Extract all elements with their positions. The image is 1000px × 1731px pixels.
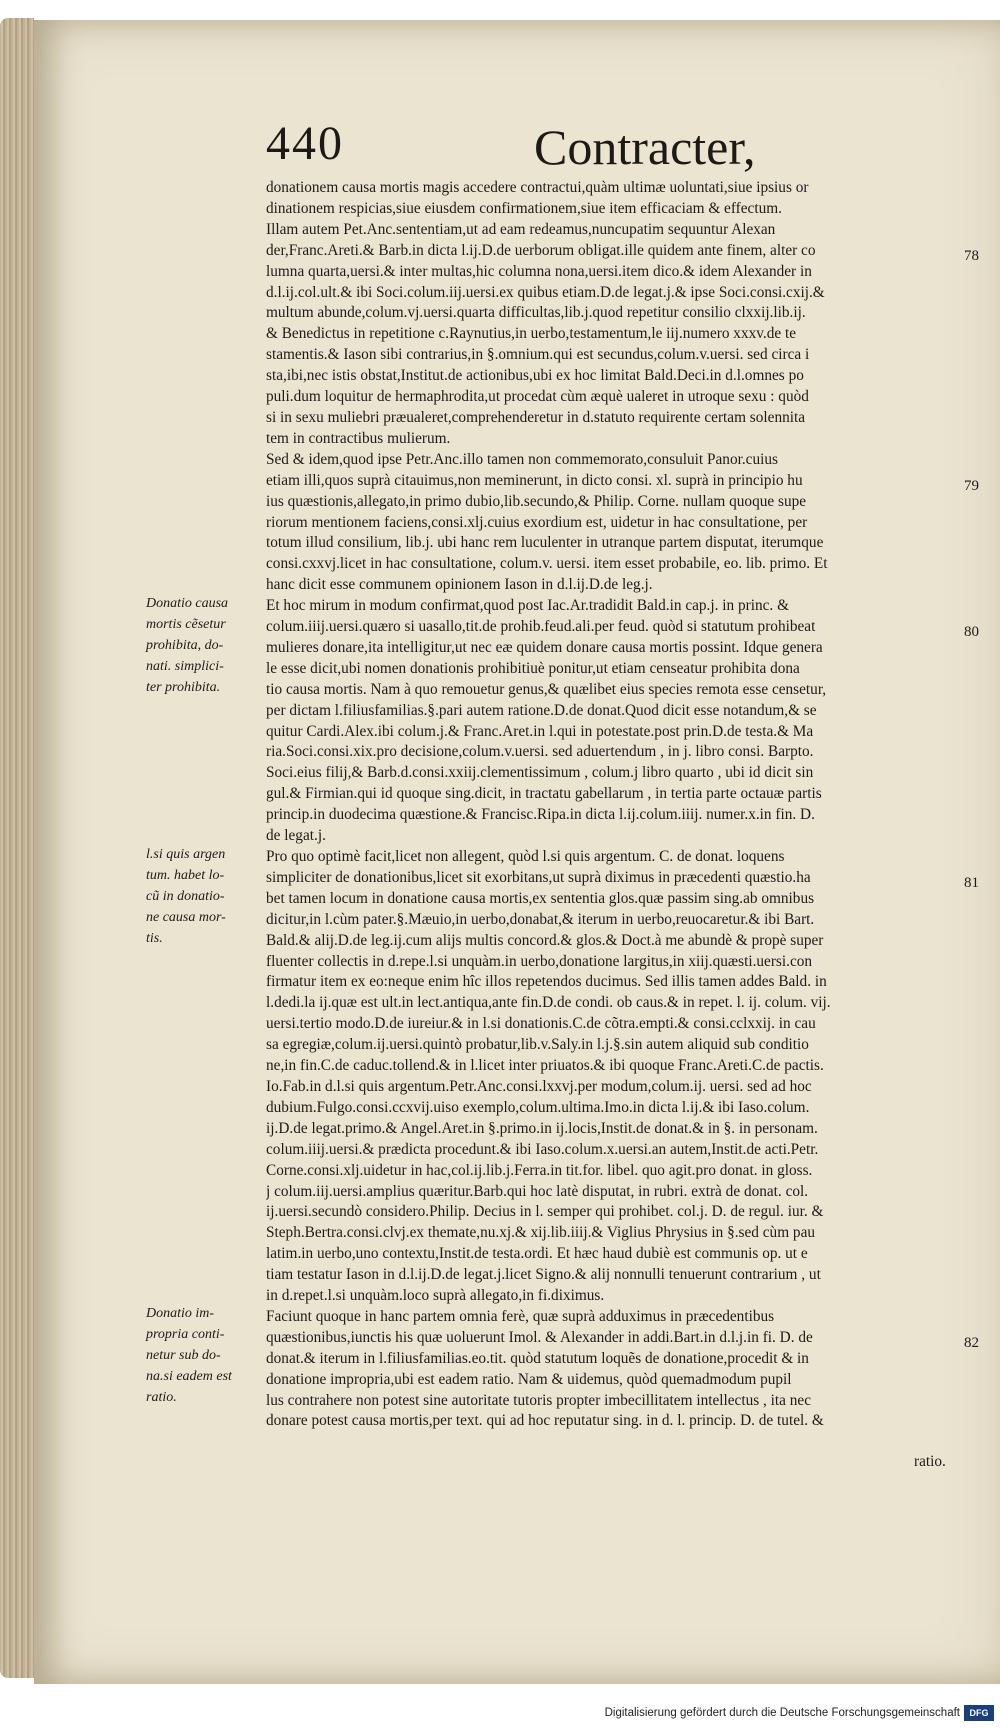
text-line: le esse dicit,ubi nomen donationis prohibitiuè ponitur,ut etiam censeatur prohibita dona [266, 659, 800, 677]
funding-credit: Digitalisierung gefördert durch die Deutsche Forschungsgemeinschaft [604, 1707, 960, 1719]
text-line: mulieres donare,ita intelligitur,ut nec eæ quidem donare causa mortis possint. Idque genera [266, 638, 823, 656]
text-line: Illam autem Pet.Anc.sententiam,ut ad eam redeamus,nuncupatim sequuntur Alexan [266, 220, 776, 238]
text-line: sta,ibi,nec istis obstat,Institut.de actionibus,ubi ex hoc limitat Bald.Deci.in d.l.omnes po [266, 367, 804, 385]
text-line: gul.& Firmian.qui id quoque sing.dicit, in tractatu gabellarum , in tertia parte octauæ partis [266, 785, 822, 803]
text-line: in d.repet.l.si unquàm.loco suprà allegato,in fi.diximus. [266, 1287, 605, 1305]
page-number: 440 [266, 117, 344, 170]
text-line: colum.iiij.uersi.& prædicta procedunt.& ibi Iaso.colum.x.uersi.an autem,Instit.de acti.Petr. [266, 1140, 819, 1158]
paragraph [266, 178, 906, 220]
main-text [266, 178, 906, 1432]
dfg-logo: DFG [964, 1705, 994, 1721]
text-line: donatione impropria,ubi est eadem ratio. Nam & uidemus, quòd quemadmodum pupil [266, 1370, 792, 1388]
book-page [34, 20, 1000, 1684]
text-line: Et hoc mirum in modum confirmat,quod post Iac.Ar.tradidit Bald.in cap.j. in princ. & [266, 597, 789, 615]
text-line: riorum mentionem faciens,consi.xlj.cuius exordium est, uidetur in hac consultatione, per [266, 513, 808, 531]
text-line: dinationem respicias,siue eiusdem confirmationem,siue item efficaciam & effectum. [266, 199, 782, 217]
text-line: tem in contractibus mulierum. [266, 429, 451, 447]
text-line: princip.in duodecima quæstione.& Francisc.Ripa.in dicta l.ij.colum.iiij. numer.x.in fin. D. [266, 806, 815, 824]
text-line: ne,in fin.C.de caduc.tollend.& in l.licet inter priuatos.& ibi quoque Franc.Areti.C.de pactis. [266, 1057, 824, 1075]
margin-note: Donatio im- propria conti- netur sub do- na.si eadem est ratio. [146, 1306, 232, 1405]
text-line: colum.iiij.uersi.quæro si uasallo,tit.de prohib.feud.ali.per feud. quòd si statutum prohibeat [266, 618, 816, 636]
margin-note: l.si quis argen tum. habet lo- cũ in donatio- ne causa mor- tis. [146, 847, 226, 946]
text-line: si in sexu muliebri præualeret,comprehenderetur in d.statuto requirente certam solennita [266, 408, 806, 426]
margin-note: Donatio causa mortis cẽsetur prohibita, do- nati. simplici- ter prohibita. [146, 596, 229, 695]
text-line: consi.cxxvj.licet in hac consultatione, colum.v. uersi. item esset probabile, eo. lib. primo. Et [266, 555, 828, 573]
text-line: l.dedi.la ij.quæ est ult.in lect.antiqua,ante fin.D.de condi. ob caus.& in repet. l. ij. colum. vij. [266, 994, 831, 1012]
margin-number: 81 [964, 875, 979, 891]
text-line: sa egregiæ,colum.ij.uersi.quintò probatur,lib.v.Saly.in l.j.§.sin autem aliquid sub conditio [266, 1036, 809, 1054]
text-line: simpliciter de donationibus,licet sit exorbitans,ut suprà diximus in præcedenti quæstio.ha [266, 868, 811, 886]
margin-number: 80 [964, 624, 979, 640]
text-line: ij.uersi.secundò considero.Philip. Decius in l. semper qui prohibet. col.j. D. de regul. iur. & [266, 1203, 824, 1221]
text-line: donationem causa mortis magis accedere contractui,quàm ultimæ uoluntati,siue ipsius or [266, 179, 809, 196]
text-line: donare potest causa mortis,per text. qui ad hoc reputatur sing. in d. l. princip. D. de tutel. & [266, 1412, 824, 1430]
running-title: Contracter, [534, 119, 756, 175]
footer-bar [0, 1700, 1000, 1731]
text-line: hanc dicit esse communem opinionem Iason in d.l.ij.D.de leg.j. [266, 576, 653, 594]
text-line: Steph.Bertra.consi.clvj.ex themate,nu.xj.& xij.lib.iiij.& Viglius Phrysius in §.sed cùm pau [266, 1224, 816, 1242]
text-line: Pro quo optimè facit,licet non allegent, quòd l.si quis argentum. C. de donat. loquens [266, 848, 785, 865]
text-line: Corne.consi.xlj.uidetur in hac,col.ij.lib.j.Ferra.in tit.for. libel. quo agit.pro donat. in gloss. [266, 1161, 813, 1179]
text-line: Bald.& alij.D.de leg.ij.cum alijs multis concord.& glos.& Doct.à me abundè & propè super [266, 931, 824, 949]
text-line: Sed & idem,quod ipse Petr.Anc.illo tamen non commemorato,consuluit Panor.cuius [266, 450, 778, 468]
text-line: stamentis.& Iason sibi contrarius,in §.omnium.qui est secundus,colum.v.uersi. sed circa i [266, 346, 810, 364]
text-line: d.l.ij.col.ult.& ibi Soci.colum.iij.uersi.ex quibus etiam.D.de legat.j.& ipse Soci.consi.cxij.& [266, 283, 825, 301]
text-line: firmatur item ex eo:neque enim hîc illos repetendos ducimus. Sed illis tamen addes Bald. in [266, 973, 827, 991]
text-line: de legat.j. [266, 827, 326, 845]
text-line: j colum.iij.uersi.amplius quæritur.Barb.qui hoc latè disputat, in rubri. extrà de donat. col. [266, 1182, 809, 1200]
text-line: puli.dum loquitur de hermaphrodita,ut procedat cùm æquè ualeret in utroque sexu : quòd [266, 388, 809, 406]
text-line: der,Franc.Areti.& Barb.in dicta l.ij.D.de uerborum obligat.ille quidem ante finem, alter co [266, 241, 816, 259]
text-line: dicitur,in l.cùm pater.§.Mæuio,in uerbo,donabat,& iterum in uerbo,reuocaretur.& ibi Bart. [266, 910, 815, 928]
text-line: per dictam l.filiusfamilias.§.pari autem ratione.D.de donat.Quod dicit esse notandum,& se [266, 701, 817, 719]
book-page-edge [0, 18, 34, 1678]
text-line: etiam illi,quos suprà citauimus,non meminerunt, in dicto consi. xl. suprà in principio hu [266, 471, 803, 489]
text-line: Soci.eius filij,& Barb.d.consi.xxiij.clementissimum , colum.j libro quarto , ubi id dicit sin [266, 764, 814, 782]
paragraph [266, 450, 906, 596]
text-line: & Benedictus in repetitione c.Raynutius,in uerbo,testamentum,le iij.numero xxxv.de te [266, 325, 797, 343]
text-line: Faciunt quoque in hanc partem omnia ferè, quæ suprà adduximus in præcedentibus [266, 1307, 775, 1325]
catchword: ratio. [914, 1453, 946, 1470]
margin-number: 82 [964, 1335, 979, 1351]
text-line: tio causa mortis. Nam à quo remouetur genus,& quælibet eius species remota esse censetur, [266, 680, 827, 698]
margin-number: 78 [964, 248, 979, 264]
paragraph [266, 847, 906, 1307]
text-line: ij.D.de legat.primo.& Angel.Aret.in §.primo.in ij.locis,Instit.de donat.& in §. in personam. [266, 1119, 818, 1137]
text-line: lus contrahere non potest sine autoritate tutoris propter imbecillitatem intellectus , ita nec [266, 1391, 811, 1409]
text-line: quitur Cardi.Alex.ibi colum.j.& Franc.Aret.in l.qui in potestate.post prin.D.de testa.& Ma [266, 722, 814, 740]
text-line: ria.Soci.consi.xix.pro decisione,colum.v.uersi. sed aduertendum , in j. libro consi. Barpto. [266, 743, 814, 761]
text-line: latim.in uerbo,uno contextu,Instit.de testa.ordi. Et hæc haud dubiè est communis op. ut e [266, 1245, 808, 1263]
text-line: lumna quarta,uersi.& inter multas,hic columna nona,uersi.item dico.& idem Alexander in [266, 262, 812, 280]
text-line: donat.& iterum in l.filiusfamilias.eo.tit. quòd statutum loquẽs de donatione,procedit & in [266, 1349, 809, 1367]
text-line: Io.Fab.in d.l.si quis argentum.Petr.Anc.consi.lxxvj.per modum,colum.ij. uersi. sed ad hoc [266, 1077, 812, 1095]
text-line: quæstionibus,iunctis his quæ uoluerunt Imol. & Alexander in addi.Bart.in d.l.j.in fi. D. de [266, 1328, 813, 1346]
margin-number: 79 [964, 478, 979, 494]
text-line: tiam testatur Iason in d.l.ij.D.de legat.j.licet Signo.& alij nonnulli tenuerunt contrarium , ut [266, 1266, 821, 1284]
paragraph [266, 1307, 906, 1432]
text-line: ius quæstionis,allegato,in primo dubio,lib.secundo,& Philip. Corne. nullam quoque supe [266, 492, 807, 510]
text-line: bet tamen locum in donatione causa mortis,ex sententia glos.quæ passim sing.ab omnibus [266, 889, 815, 907]
text-line: multum abunde,colum.vj.uersi.quarta difficultas,lib.j.quod repetitur consilio clxxij.lib.ij. [266, 304, 806, 322]
text-line: dubium.Fulgo.consi.ccxvij.uiso exemplo,colum.ultima.Imo.in dicta l.ij.& ibi Iaso.colum. [266, 1098, 810, 1116]
text-line: fluenter collectis in d.repe.l.si unquàm.in uerbo,donatione largitus,in xiij.quæsti.uersi.con [266, 952, 813, 970]
paragraph [266, 220, 906, 450]
text-line: uersi.tertio modo.D.de iureiur.& in l.si donationis.C.de cõtra.empti.& consi.cclxxij. in cau [266, 1015, 816, 1033]
paragraph [266, 596, 906, 847]
text-line: totum illud consilium, lib.j. ubi hanc rem luculenter in utranque partem disputat, iterumque [266, 534, 824, 552]
